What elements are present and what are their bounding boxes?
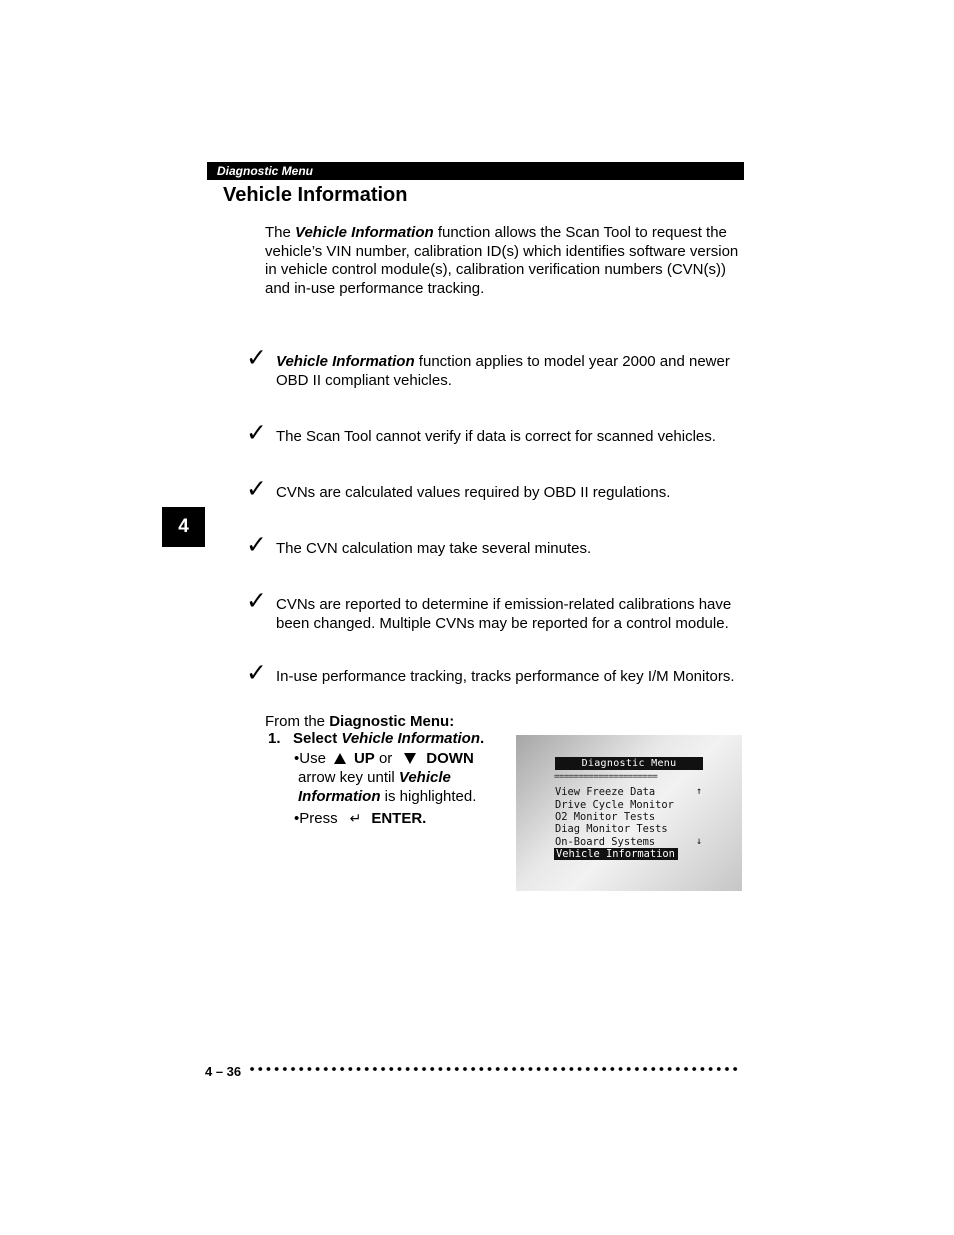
check-icon: ✓ (246, 418, 267, 447)
footer-dot-leader (248, 1062, 740, 1076)
screen-menu-item[interactable]: O2 Monitor Tests (555, 811, 656, 823)
screen-menu-item[interactable]: Drive Cycle Monitor (555, 799, 674, 811)
highlight-instruction: Information is highlighted. (298, 788, 477, 805)
check-icon: ✓ (246, 343, 267, 372)
check-icon: ✓ (246, 658, 267, 687)
check-icon: ✓ (246, 474, 267, 503)
use-instruction: •Use UP or DOWN (294, 750, 474, 767)
section-header: Diagnostic Menu (207, 162, 744, 180)
note-text: In-use performance tracking, tracks performance of key I/M Monitors. (276, 668, 735, 685)
page-number: 4 – 36 (205, 1064, 242, 1079)
note-text: CVNs are reported to determine if emission-related calibrations have been changed. Multiple CVNs may be reported for a control module. (276, 596, 732, 632)
check-icon: ✓ (246, 586, 267, 615)
chapter-tab: 4 (162, 507, 205, 547)
screen-separator: ===================== (554, 772, 658, 782)
screen-title: Diagnostic Menu (555, 757, 703, 770)
note-text: CVNs are calculated values required by OBD II regulations. (276, 484, 671, 501)
step-1: 1. Select Vehicle Information. (268, 730, 485, 747)
scroll-down-icon: ↓ (696, 836, 703, 847)
scan-tool-screen (516, 735, 742, 891)
screen-menu-item[interactable]: Diag Monitor Tests (555, 823, 668, 835)
screen-menu-item-selected[interactable]: Vehicle Information (554, 848, 678, 860)
enter-key-icon: ↵ (349, 810, 362, 826)
down-arrow-icon (404, 753, 416, 764)
intro-paragraph: The Vehicle Information function allows the Scan Tool to request the vehicle’s VIN number, calibration ID(s) which identifies software version in vehicle control module(s), calibration verification numbers (CVN(s)) and in-use performance tracking. (265, 224, 739, 298)
press-instruction: •Press ↵ ENTER. (294, 810, 427, 827)
note-text: The Scan Tool cannot verify if data is correct for scanned vehicles. (276, 428, 716, 445)
note-text: The CVN calculation may take several minutes. (276, 540, 592, 557)
steps-intro: From the Diagnostic Menu: (265, 713, 455, 730)
scroll-up-icon: ↑ (696, 786, 703, 797)
check-icon: ✓ (246, 530, 267, 559)
up-arrow-icon (334, 753, 346, 764)
screen-menu-item[interactable]: On-Board Systems (555, 836, 656, 848)
page-title: Vehicle Information (223, 184, 408, 206)
note-text: Vehicle Information function applies to model year 2000 and newer OBD II compliant vehicles. (276, 353, 730, 389)
arrow-instruction: arrow key until Vehicle (298, 769, 451, 786)
screen-menu-item[interactable]: View Freeze Data (555, 786, 656, 798)
